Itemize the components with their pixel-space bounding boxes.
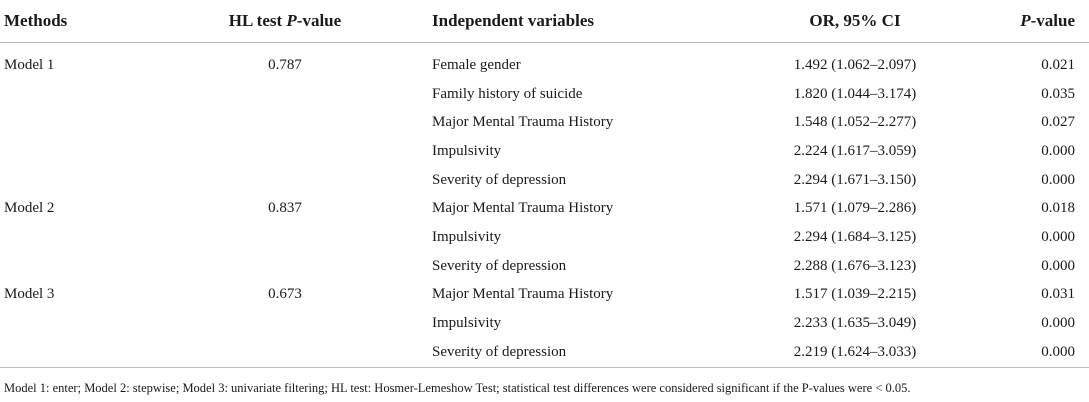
cell-hl: 0.787: [268, 56, 302, 73]
table-row: [0, 281, 1089, 310]
cell-method: [0, 108, 150, 137]
header-hl-test: [150, 0, 420, 43]
cell-or: 1.548 (1.052–2.277): [793, 114, 917, 131]
table-row: [0, 80, 1089, 109]
cell-method: [0, 338, 150, 367]
table-row: [0, 223, 1089, 252]
cell-or: 2.233 (1.635–3.049): [793, 315, 917, 332]
header-p-italic: P: [1020, 11, 1031, 30]
cell-variable: Severity of depression: [432, 257, 567, 274]
cell-method: [0, 137, 150, 166]
table-row: [0, 137, 1089, 166]
cell-variable: Major Mental Trauma History: [432, 200, 614, 217]
cell-variable: Severity of depression: [420, 338, 720, 367]
cell-variable: Major Mental Trauma History: [432, 114, 614, 131]
cell-method: Model 3: [4, 286, 55, 303]
table-row: [0, 194, 1089, 223]
cell-method: Model 2: [4, 200, 55, 217]
cell-p: 0.021: [1041, 56, 1075, 73]
cell-p: 0.000: [1041, 228, 1075, 245]
spacer-row: [0, 43, 1089, 52]
cell-method: [0, 252, 150, 281]
table-row: [0, 338, 1089, 367]
table-footnote: Model 1: enter; Model 2: stepwise; Model 3: univariate filtering; HL test: Hosmer-Lemeshow Test; statistical test differences were considered significant if the P-values were < 0.05.: [4, 381, 911, 395]
cell-variable: Major Mental Trauma History: [432, 286, 614, 303]
cell-variable: Severity of depression: [432, 171, 567, 188]
cell-method: [0, 223, 150, 252]
cell-p: 0.000: [1041, 142, 1075, 159]
cell-hl: [150, 137, 420, 166]
cell-variable: Impulsivity: [432, 142, 502, 159]
header-p-value: [990, 0, 1089, 43]
cell-hl: [150, 80, 420, 109]
cell-or: 2.288 (1.676–3.123): [793, 257, 917, 274]
cell-p: 0.000: [1041, 257, 1075, 274]
header-p-suffix: -value: [1030, 11, 1075, 30]
cell-or: 2.294 (1.671–3.150): [793, 171, 917, 188]
cell-p: 0.000: [990, 338, 1089, 367]
cell-method: [0, 166, 150, 195]
cell-or: 1.517 (1.039–2.215): [793, 286, 917, 303]
cell-variable: Impulsivity: [432, 228, 502, 245]
cell-method: Model 1: [4, 56, 55, 73]
cell-variable: Female gender: [432, 56, 521, 73]
cell-or: 1.571 (1.079–2.286): [793, 200, 917, 217]
header-methods: Methods: [0, 0, 150, 43]
header-row: [0, 0, 1089, 43]
header-hl-suffix: -value: [296, 11, 342, 30]
cell-p: 0.000: [1041, 171, 1075, 188]
cell-p: 0.027: [1041, 114, 1075, 131]
cell-or: 2.294 (1.684–3.125): [793, 228, 917, 245]
table-row: [0, 51, 1089, 80]
cell-method: [0, 80, 150, 109]
cell-hl: [150, 252, 420, 281]
cell-hl: [150, 223, 420, 252]
cell-hl: 0.837: [268, 200, 302, 217]
spacer-cell: [0, 43, 1089, 52]
table-row: [0, 166, 1089, 195]
cell-variable: Impulsivity: [432, 315, 502, 332]
cell-hl: [150, 108, 420, 137]
cell-or: 2.219 (1.624–3.033): [720, 338, 990, 367]
cell-variable: Family history of suicide: [432, 85, 583, 102]
table-row: [0, 108, 1089, 137]
header-independent-variables: Independent variables: [420, 0, 720, 43]
cell-p: 0.031: [1041, 286, 1075, 303]
cell-or: 1.492 (1.062–2.097): [793, 56, 917, 73]
cell-p: 0.018: [1041, 200, 1075, 217]
cell-hl: 0.673: [268, 286, 302, 303]
cell-method: [0, 309, 150, 338]
table-row: [0, 309, 1089, 338]
header-hl-prefix: HL test: [228, 11, 287, 30]
cell-hl: [150, 309, 420, 338]
header-or-ci: OR, 95% CI: [720, 0, 990, 43]
cell-p: 0.035: [1041, 85, 1075, 102]
header-hl-italic: P: [286, 11, 297, 30]
cell-hl: [150, 338, 420, 367]
table-row: [0, 252, 1089, 281]
cell-hl: [150, 166, 420, 195]
cell-or: 2.224 (1.617–3.059): [793, 142, 917, 159]
cell-p: 0.000: [1041, 315, 1075, 332]
cell-or: 1.820 (1.044–3.174): [793, 85, 917, 102]
